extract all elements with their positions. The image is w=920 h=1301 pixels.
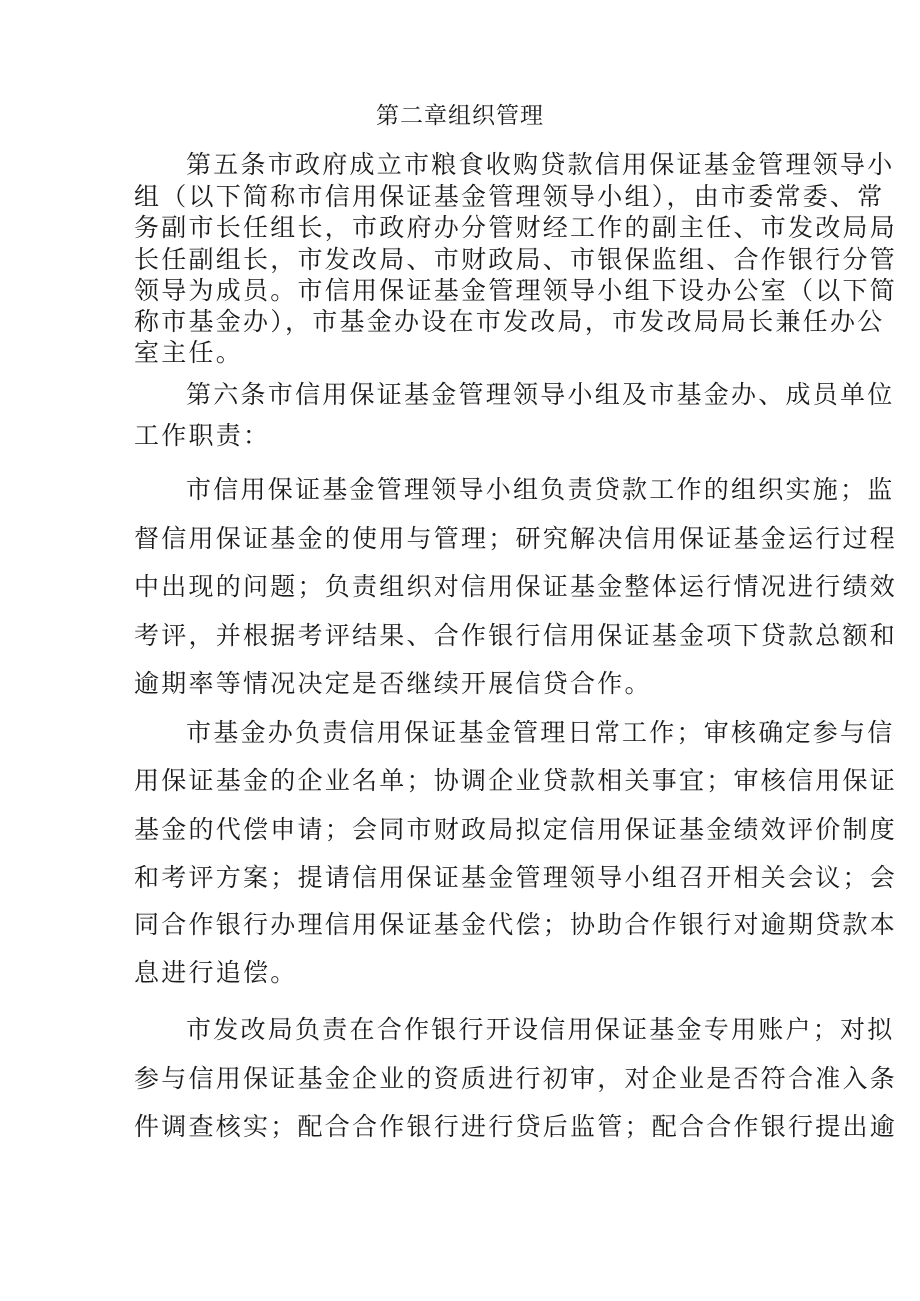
text-line: 参与信用保证基金企业的资质进行初审，对企业是否符合准入条	[134, 1064, 898, 1093]
text-line: 息进行追偿。	[134, 958, 298, 987]
text-line: 长任副组长，市发改局、市财政局、市银保监组、合作银行分管	[134, 245, 898, 274]
text-line: 督信用保证基金的使用与管理；研究解决信用保证基金运行过程	[134, 524, 898, 553]
text-line: 市基金办负责信用保证基金管理日常工作；审核确定参与信	[186, 718, 895, 747]
text-line: 第五条市政府成立市粮食收购贷款信用保证基金管理领导小	[186, 150, 895, 179]
text-line: 第六条市信用保证基金管理领导小组及市基金办、成员单位	[186, 380, 895, 409]
chapter-title: 第二章组织管理	[376, 103, 544, 129]
text-line: 市发改局负责在合作银行开设信用保证基金专用账户；对拟	[186, 1015, 895, 1044]
text-line: 工作职责：	[134, 421, 271, 450]
text-line: 市信用保证基金管理领导小组负责贷款工作的组织实施；监	[186, 475, 895, 504]
text-line: 领导为成员。市信用保证基金管理领导小组下设办公室（以下简	[134, 276, 898, 305]
text-line: 逾期率等情况决定是否继续开展信贷合作。	[134, 669, 652, 698]
text-line: 称市基金办），市基金办设在市发改局，市发改局局长兼任办公	[134, 307, 885, 336]
text-line: 同合作银行办理信用保证基金代偿；协助合作银行对逾期贷款本	[134, 910, 898, 939]
text-line: 中出现的问题；负责组织对信用保证基金整体运行情况进行绩效	[134, 572, 898, 601]
text-line: 室主任。	[134, 338, 244, 367]
text-line: 务副市长任组长，市政府办分管财经工作的副主任、市发改局局	[134, 213, 898, 242]
text-line: 和考评方案；提请信用保证基金管理领导小组召开相关会议；会	[134, 863, 898, 892]
text-line: 组（以下简称市信用保证基金管理领导小组），由市委常委、常	[134, 182, 885, 211]
text-line: 基金的代偿申请；会同市财政局拟定信用保证基金绩效评价制度	[134, 815, 898, 844]
text-line: 件调查核实；配合合作银行进行贷后监管；配合合作银行提出逾	[134, 1112, 898, 1141]
text-line: 用保证基金的企业名单；协调企业贷款相关事宜；审核信用保证	[134, 766, 898, 795]
text-line: 考评，并根据考评结果、合作银行信用保证基金项下贷款总额和	[134, 621, 898, 650]
